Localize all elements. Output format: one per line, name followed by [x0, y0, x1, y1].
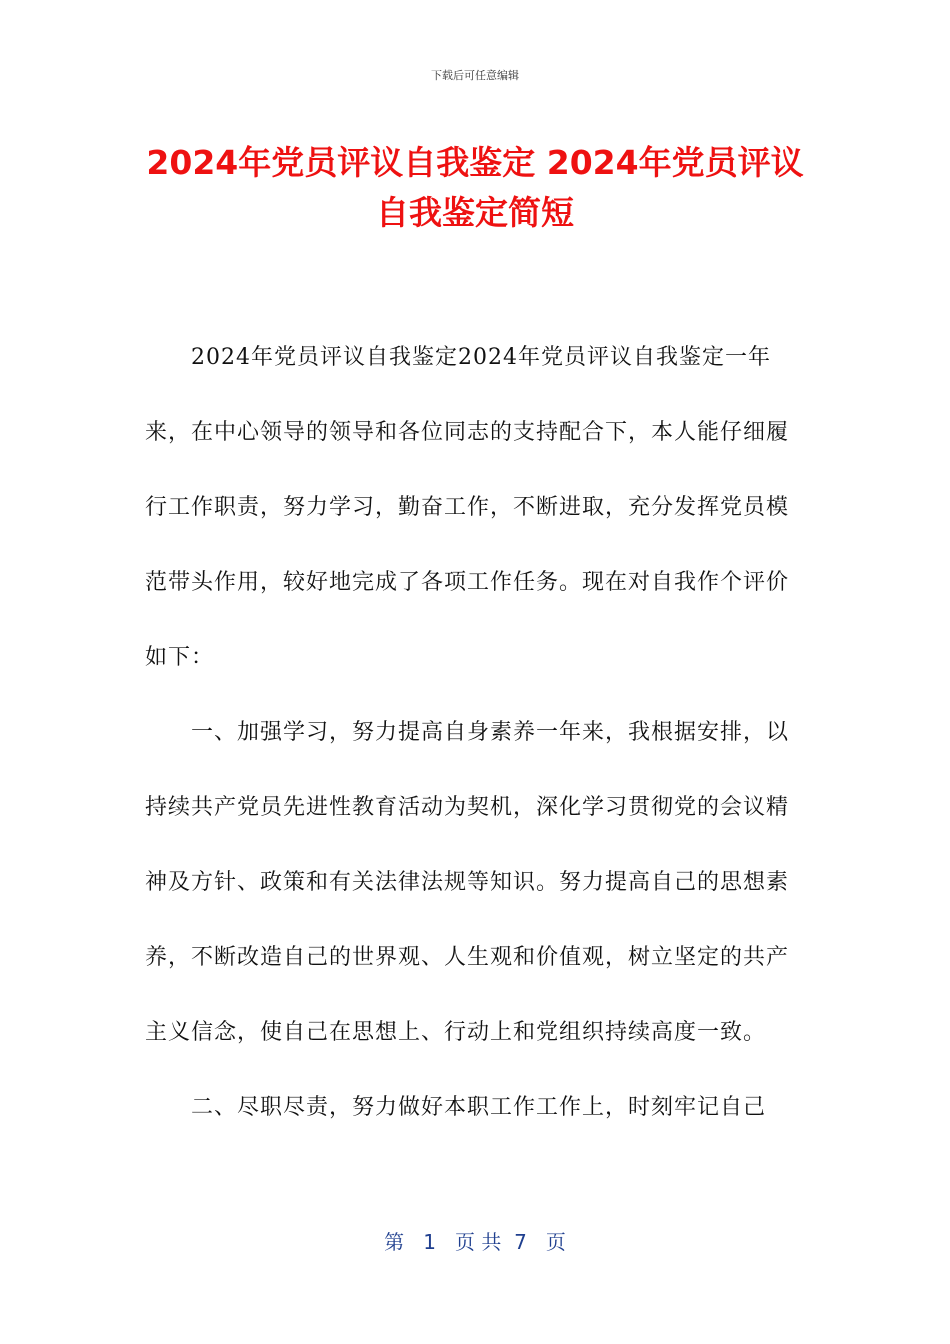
- footer-label-ye: 页: [545, 1230, 566, 1254]
- footer-total-pages: 7: [514, 1230, 527, 1254]
- footer-label-di: 第: [384, 1230, 405, 1254]
- paragraph-3: 二、尽职尽责，努力做好本职工作工作上，时刻牢记自己: [191, 1095, 767, 1120]
- footer-current-page: 1: [423, 1230, 436, 1254]
- paragraph-2: 一、加强学习，努力提高自身素养一年来，我根据安排，以持续共产党员先进性教育活动为契机，深化学习贯彻党的会议精神及方针、政策和有关法律法规等知识。努力提高自己的思想素养，不断改造自己的世界观、人生观和价值观，树立坚定的共产主义信念，使自己在思想上、行动上和党组织持续高度一致。: [145, 720, 790, 1045]
- page-footer: [0, 1226, 950, 1255]
- header-note: 下载后可任意编辑: [431, 69, 519, 82]
- document-title: 2024年党员评议自我鉴定 2024年党员评议自我鉴定简短: [146, 143, 804, 232]
- paragraph-1: 2024年党员评议自我鉴定2024年党员评议自我鉴定一年来，在中心领导的领导和各位同志的支持配合下，本人能仔细履行工作职责，努力学习，勤奋工作，不断进取，充分发挥党员模范带头作用，较好地完成了各项工作任务。现在对自我作个评价如下：: [145, 345, 790, 670]
- footer-label-ye-gong: 页 共: [455, 1230, 502, 1254]
- document-body: [145, 320, 805, 1145]
